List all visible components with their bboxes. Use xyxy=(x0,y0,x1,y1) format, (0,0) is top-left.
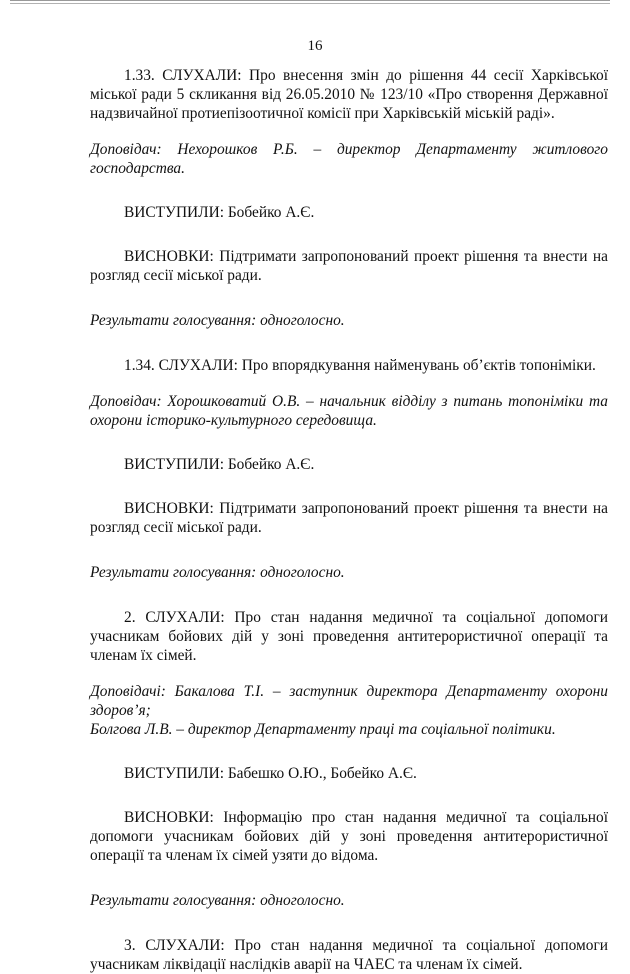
item-heard: 3. СЛУХАЛИ: Про стан надання медичної та соціальної допомоги учасникам ліквідації наслідків аварії на ЧАЕС та членам їх сімей. xyxy=(90,937,608,973)
item-vote: Результати голосування: одноголосно. xyxy=(90,892,345,909)
item-heard: 2. СЛУХАЛИ: Про стан надання медичної та соціальної допомоги учасникам бойових дій у зоні проведення антитерористичної операції та членам їх сімей. xyxy=(90,609,608,664)
item-conclusion: ВИСНОВКИ: Підтримати запропонований проект рішення та внести на розгляд сесії міської ради. xyxy=(90,248,608,284)
page-number: 16 xyxy=(307,38,323,54)
item-speaker: Доповідач: Хорошковатий О.В. – начальник відділу з питань топоніміки та охорони історико-культурного середовища. xyxy=(90,393,608,429)
item-spoke: ВИСТУПИЛИ: Бобейко А.Є. xyxy=(124,456,315,473)
item-conclusion: ВИСНОВКИ: Підтримати запропонований проект рішення та внести на розгляд сесії міської ради. xyxy=(90,500,608,536)
item-heard: 1.34. СЛУХАЛИ: Про впорядкування найменувань об’єктів топоніміки. xyxy=(124,357,596,374)
document-body xyxy=(90,66,608,974)
item-heard: 1.33. СЛУХАЛИ: Про внесення змін до рішення 44 сесії Харківської міської ради 5 скликання від 26.05.2010 № 123/10 «Про створення Державної надзвичайної протиепізоотичної комісії при Харківській міській раді». xyxy=(90,67,608,122)
item-vote: Результати голосування: одноголосно. xyxy=(90,564,345,581)
item-speaker: Доповідачі: Бакалова Т.І. – заступник директора Департаменту охорони здоров’я; xyxy=(90,683,608,719)
item-spoke: ВИСТУПИЛИ: Бобейко А.Є. xyxy=(124,204,315,221)
item-vote: Результати голосування: одноголосно. xyxy=(90,312,345,329)
item-spoke: ВИСТУПИЛИ: Бабешко О.Ю., Бобейко А.Є. xyxy=(124,765,417,782)
item-conclusion: ВИСНОВКИ: Інформацію про стан надання медичної та соціальної допомоги учасникам бойових дій у зоні проведення антитерористичної операції та членам їх сімей узяти до відома. xyxy=(90,809,608,864)
item-speaker: Доповідач: Нехорошков Р.Б. – директор Департаменту житлового господарства. xyxy=(90,141,608,177)
scan-top-edge xyxy=(10,0,610,5)
item-speaker-second: Болгова Л.В. – директор Департаменту праці та соціальної політики. xyxy=(90,721,556,738)
